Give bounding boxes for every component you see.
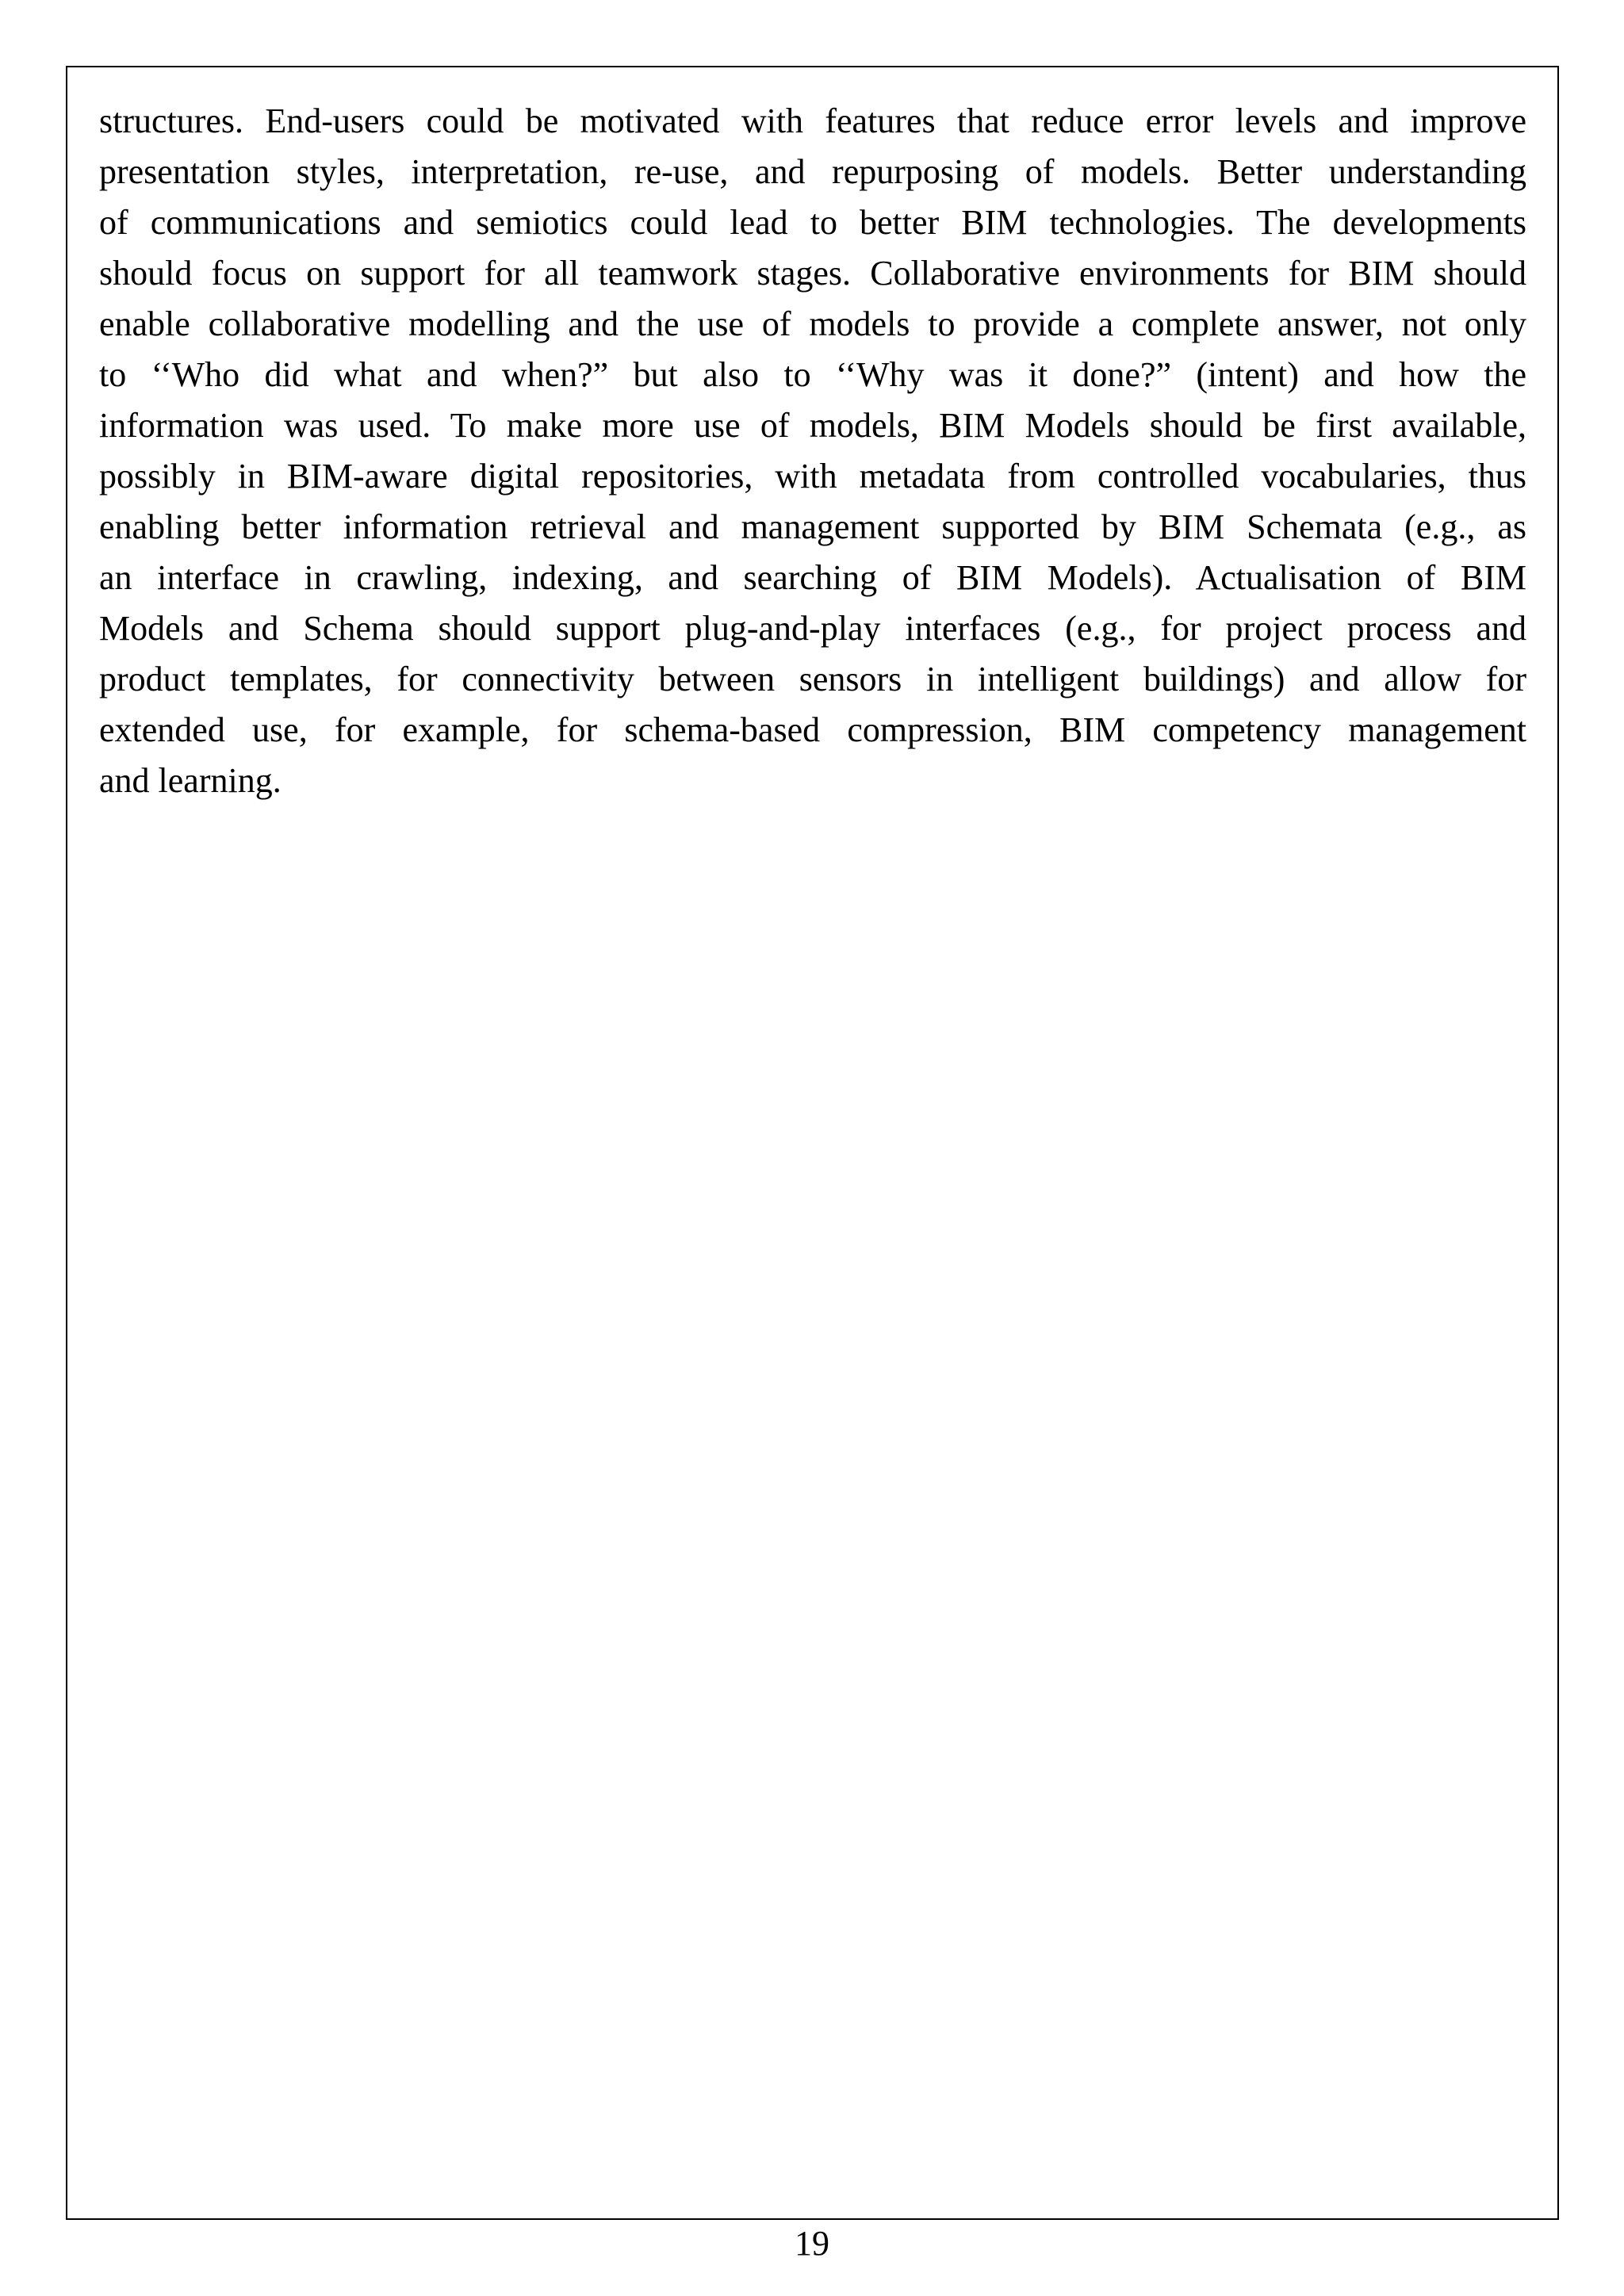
paragraph-line: enabling better information retrieval and management supported by BIM Schemata (e.g., as	[99, 507, 1526, 546]
paragraph-line: product templates, for connectivity between sensors in intelligent buildings) and allow for	[99, 660, 1526, 698]
paragraph-line: possibly in BIM-aware digital repositories, with metadata from controlled vocabularies, thus	[99, 457, 1526, 496]
body-paragraph	[99, 96, 1526, 806]
paragraph-line: enable collaborative modelling and the use of models to provide a complete answer, not only	[99, 304, 1526, 343]
page-number: 19	[795, 2224, 829, 2263]
paragraph-line: extended use, for example, for schema-based compression, BIM competency management	[99, 710, 1526, 749]
paragraph-line: an interface in crawling, indexing, and searching of BIM Models). Actualisation of BIM	[99, 558, 1526, 597]
paragraph-line: Models and Schema should support plug-and-play interfaces (e.g., for project process and	[99, 609, 1526, 648]
paragraph-line: structures. End-users could be motivated with features that reduce error levels and improve	[99, 101, 1526, 140]
paragraph-line: to ‘‘Who did what and when?” but also to ‘‘Why was it done?” (intent) and how the	[99, 355, 1526, 394]
paragraph-line: of communications and semiotics could lead to better BIM technologies. The developments	[99, 203, 1526, 242]
paragraph-line: should focus on support for all teamwork stages. Collaborative environments for BIM should	[99, 254, 1526, 293]
paragraph-line: information was used. To make more use of models, BIM Models should be first available,	[99, 406, 1526, 445]
paragraph-line: and learning.	[99, 761, 282, 800]
paragraph-line: presentation styles, interpretation, re-use, and repurposing of models. Better understanding	[99, 152, 1526, 191]
